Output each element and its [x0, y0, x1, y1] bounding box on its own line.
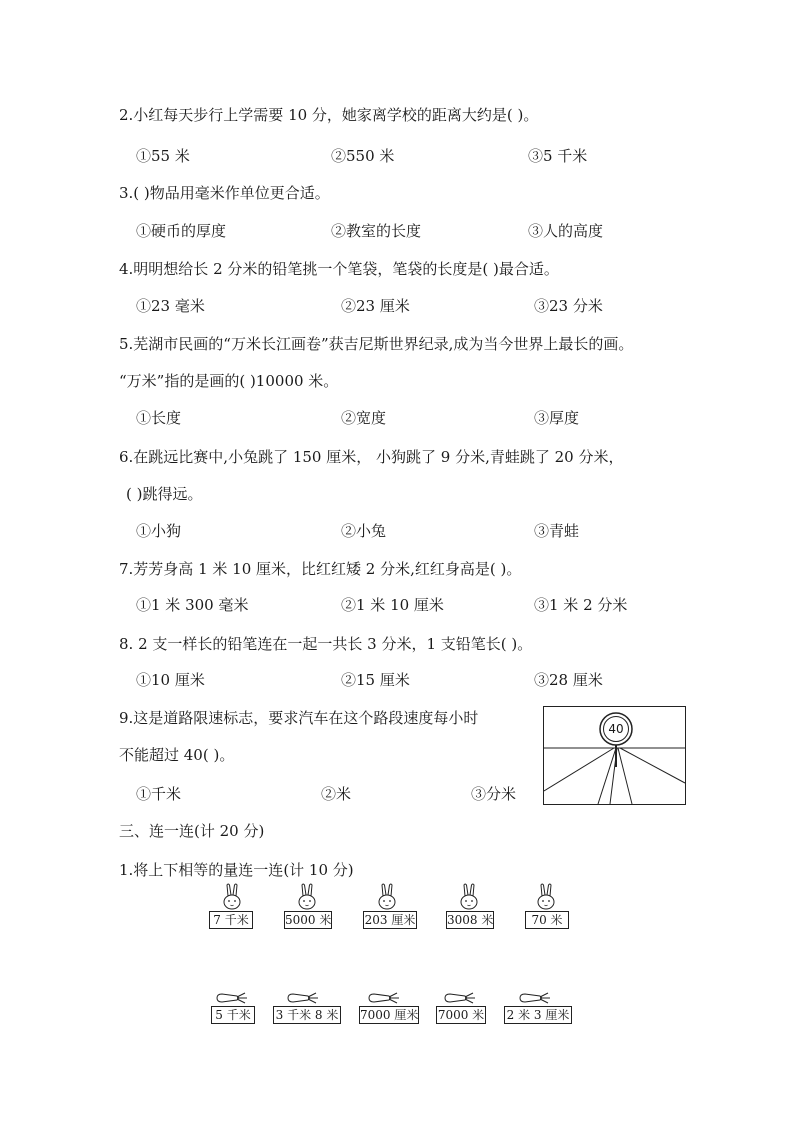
top-card-1[interactable]: 7 千米	[209, 911, 253, 929]
q2-option-3: ③5 千米	[528, 147, 588, 165]
q6-text-line2: ( )跳得远。	[126, 485, 203, 503]
q6-option-1: ①小狗	[136, 522, 182, 540]
q4-option-1: ①23 毫米	[136, 297, 205, 315]
q7-option-1: ①1 米 300 毫米	[136, 596, 249, 614]
top-card-3[interactable]: 203 厘米	[364, 913, 416, 927]
top-card-2[interactable]: 5000 米	[285, 913, 332, 927]
q9-option-3: ③分米	[471, 785, 517, 803]
q8-option-2: ②15 厘米	[341, 671, 410, 689]
q9-option-2: ②米	[321, 785, 352, 803]
q2-option-2: ②550 米	[331, 147, 395, 165]
carrot-icon	[518, 992, 552, 1004]
q5-text-line1: 5.芜湖市民画的“万米长江画卷”获吉尼斯世界纪录,成为当今世界上最长的画。	[119, 335, 634, 353]
bottom-card-2[interactable]: 3 千米 8 米	[273, 1006, 341, 1024]
bunny-icon	[296, 882, 318, 912]
q3-option-2: ②教室的长度	[331, 222, 422, 240]
bunny-icon	[458, 882, 480, 912]
q8-text: 8. 2 支一样长的铅笔连在一起一共长 3 分米，1 支铅笔长( )。	[119, 635, 533, 653]
speed-limit-sign-picture	[543, 706, 686, 805]
carrot-icon	[215, 992, 249, 1004]
carrot-icon	[367, 992, 401, 1004]
bottom-card-4[interactable]: 7000 米	[437, 1008, 485, 1022]
carrot-icon	[443, 992, 477, 1004]
q7-option-3: ③1 米 2 分米	[534, 596, 628, 614]
q5-option-1: ①长度	[136, 409, 182, 427]
carrot-icon	[286, 992, 320, 1004]
top-card-4[interactable]: 3008 米	[447, 913, 494, 927]
bottom-card-3[interactable]: 7000 厘米	[360, 1008, 419, 1022]
q6-option-2: ②小兔	[341, 522, 387, 540]
q3-text: 3.( )物品用毫米作单位更合适。	[119, 184, 330, 202]
section3-title: 三、连一连(计 20 分)	[119, 822, 265, 840]
q9-text-line1: 9.这是道路限速标志，要求汽车在这个路段速度每小时	[119, 709, 479, 727]
q7-option-2: ②1 米 10 厘米	[341, 596, 444, 614]
q9-option-1: ①千米	[136, 785, 182, 803]
section3-q1-text: 1.将上下相等的量连一连(计 10 分)	[119, 861, 354, 879]
q2-option-1: ①55 米	[136, 147, 190, 165]
q4-option-3: ③23 分米	[534, 297, 603, 315]
q6-option-3: ③青蛙	[534, 522, 580, 540]
q8-option-1: ①10 厘米	[136, 671, 205, 689]
q4-option-2: ②23 厘米	[341, 297, 410, 315]
q2-text: 2.小红每天步行上学需要 10 分，她家离学校的距离大约是( )。	[119, 106, 539, 124]
q7-text: 7.芳芳身高 1 米 10 厘米，比红红矮 2 分米,红红身高是( )。	[119, 560, 522, 578]
q3-option-3: ③人的高度	[528, 222, 604, 240]
top-card-5[interactable]: 70 米	[525, 911, 569, 929]
bottom-card-1[interactable]: 5 千米	[211, 1006, 255, 1024]
bunny-icon	[376, 882, 398, 912]
bunny-icon	[535, 882, 557, 912]
q8-option-3: ③28 厘米	[534, 671, 603, 689]
q5-text-line2: “万米”指的是画的( )10000 米。	[119, 372, 339, 390]
q5-option-3: ③厚度	[534, 409, 580, 427]
bunny-icon	[221, 882, 243, 912]
q9-text-line2: 不能超过 40( )。	[119, 746, 235, 764]
q3-option-1: ①硬币的厚度	[136, 222, 227, 240]
q6-text-line1: 6.在跳远比赛中,小兔跳了 150 厘米， 小狗跳了 9 分米,青蛙跳了 20 分米，	[119, 448, 624, 466]
speed-limit-value: 40	[608, 722, 624, 736]
q5-option-2: ②宽度	[341, 409, 387, 427]
bottom-card-5[interactable]: 2 米 3 厘米	[504, 1006, 572, 1024]
q4-text: 4.明明想给长 2 分米的铅笔挑一个笔袋，笔袋的长度是( )最合适。	[119, 260, 559, 278]
